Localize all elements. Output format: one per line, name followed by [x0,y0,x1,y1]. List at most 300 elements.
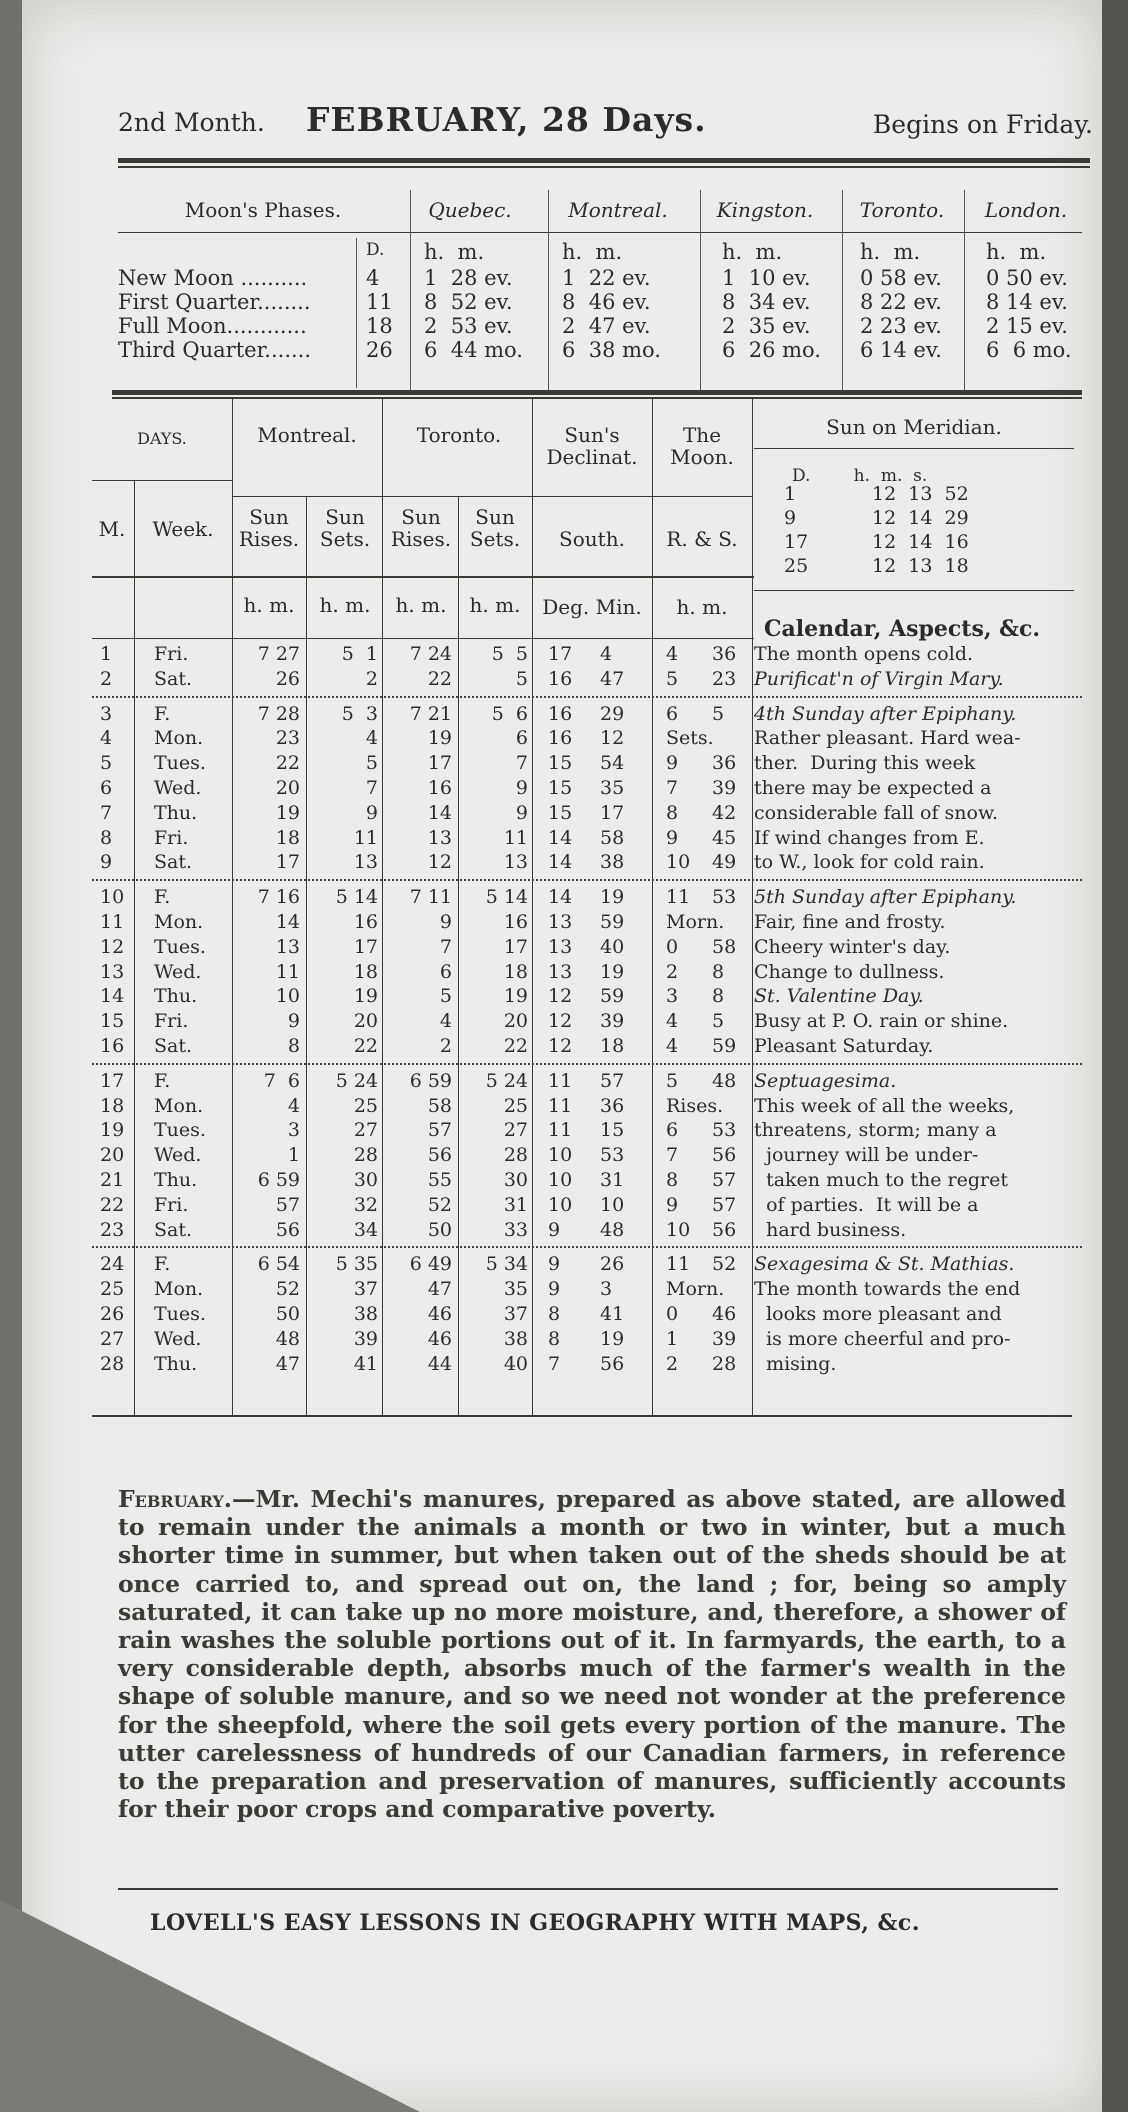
moon-hour: Sets. [666,727,714,750]
moon-hour: 8 [666,1169,679,1191]
day-row [92,1069,1082,1093]
moon-hour: 3 [666,985,679,1008]
mtl-sunset: 20 [353,1010,378,1033]
calendar-note: hard business. [754,1218,907,1241]
moon-min: 57 [712,1169,737,1191]
day-of-week: Thu. [154,801,198,824]
mtl-sunrise: 47 [275,1352,300,1375]
mtl-sunrise: 10 [275,985,300,1008]
hm-unit: h. m. [986,240,1047,264]
moon-col-header: The Moon. [670,423,734,469]
moon-hour: Morn. [666,1278,725,1301]
calendar-note: there may be expected a [754,777,992,799]
tor-sunrise: 58 [427,1094,452,1117]
calendar-note: Cheery winter's day. [754,935,951,958]
mtl-sunrise: 13 [275,935,300,958]
tor-sunset: 5 24 [485,1069,528,1092]
hm-unit: h. m. [562,240,623,264]
decl-min: 12 [600,727,625,750]
day-of-month: 28 [100,1352,125,1375]
london-time: 6 6 mo. [986,338,1072,362]
moon-hour: 2 [666,1352,679,1375]
moon-hour: 11 [666,1253,691,1276]
south-header: South. [559,527,625,551]
decl-deg: 13 [548,935,573,958]
calendar-note: looks more pleasant and [754,1303,1002,1325]
degmin-sub: Deg. Min. [542,595,642,619]
day-of-week: Fri. [154,643,189,665]
calendar-note: If wind changes from E. [754,826,985,849]
footer-rule [118,1888,1058,1890]
day-of-month: 9 [100,851,113,874]
mtl-sunrise: 50 [275,1303,300,1325]
day-row [92,1277,1082,1301]
calendar-note: Fair, fine and frosty. [754,911,946,933]
moon-hour: 4 [666,1010,679,1033]
mtl-sunrise: 22 [275,752,300,775]
decl-min: 39 [600,1010,625,1033]
moon-hour: 0 [666,935,679,958]
day-row [92,960,1082,984]
day-of-week: Thu. [154,985,198,1008]
quebec-header: Quebec. [428,198,512,222]
day-row [92,776,1082,800]
moon-phases-header: Moon's Phases. [184,198,342,222]
day-row [92,801,1082,825]
mtl-sunrise: 6 59 [257,1169,300,1191]
toronto-header: Toronto. [859,198,945,222]
day-row [92,1168,1082,1192]
day-row [92,1009,1082,1033]
mtl-sunset: 34 [353,1218,378,1241]
decl-deg: 14 [548,886,573,909]
meridian-day: 1 [784,483,797,505]
tor-sunrise: 7 [439,935,452,958]
montreal-header: Montreal. [568,198,668,222]
day-of-month: 17 [100,1069,125,1092]
moon-phases-table [118,190,1082,390]
decl-min: 18 [600,1035,625,1057]
phase-name: First Quarter........ [118,290,311,314]
day-of-month: 21 [100,1169,125,1191]
decl-min: 29 [600,702,625,725]
mtl-sunrise: 4 [287,1094,300,1117]
tor-sunrise: 17 [427,752,452,775]
day-of-week: Thu. [154,1352,198,1375]
decl-min: 48 [600,1218,625,1241]
mtl-sunrise: 52 [275,1278,300,1301]
day-of-week: Mon. [154,911,204,933]
table-bottom-rule [92,1415,1072,1417]
meridian-title: Sun on Meridian. [826,415,1002,439]
day-of-month: 24 [100,1253,125,1276]
moon-phase-row [118,290,1082,314]
mtl-sunrise: 14 [275,911,300,933]
moon-min: 23 [712,667,737,690]
london-time: 2 15 ev. [986,314,1068,338]
tor-sunset: 16 [503,911,528,933]
decl-min: 15 [600,1119,625,1142]
d-unit: D. [366,240,385,260]
begins-day: Begins on Friday. [872,110,1093,139]
moon-phase-row [118,266,1082,290]
month-number: 2nd Month. [118,108,265,137]
calendar-note: St. Valentine Day. [754,985,924,1008]
london-header: London. [984,198,1068,222]
mtl-sunset: 7 [365,777,378,799]
day-row [92,1218,1082,1242]
kingston-time: 6 26 mo. [722,338,821,362]
tor-sunset: 17 [503,935,528,958]
phase-name: Full Moon............ [118,314,307,338]
decl-min: 4 [600,643,613,665]
moon-min: 28 [712,1352,737,1375]
tor-sunrise: 6 59 [409,1069,452,1092]
day-of-week: Sat. [154,1218,193,1241]
decl-min: 58 [600,826,625,849]
moon-min: 8 [712,985,725,1008]
day-row [92,1302,1082,1326]
decl-min: 19 [600,886,625,909]
mtl-sunset: 5 24 [335,1069,378,1092]
phase-name: Third Quarter....... [118,338,312,362]
tor-sunrise: 57 [427,1119,452,1142]
calendar-note: to W., look for cold rain. [754,851,985,874]
day-row [92,935,1082,959]
toronto-col-header: Toronto. [416,423,502,447]
mtl-sunrise: 1 [287,1144,300,1167]
day-of-month: 10 [100,886,125,909]
tor-sunrise: 7 11 [409,886,452,909]
day-of-week: Wed. [154,1327,202,1350]
decl-deg: 16 [548,702,573,725]
mtl-sunset: 27 [353,1119,378,1142]
moon-min: 39 [712,1327,737,1350]
mtl-sunrise: 6 54 [257,1253,300,1276]
hm-unit: h. m. [860,240,921,264]
day-row [92,1143,1082,1167]
tor-sunset: 27 [503,1119,528,1142]
day-of-week: Fri. [154,1010,189,1033]
day-of-week: Sat. [154,851,193,874]
decl-min: 57 [600,1069,625,1092]
mtl-sunrise: 3 [287,1119,300,1142]
decl-min: 3 [600,1278,613,1301]
mtl-sunset: 19 [353,985,378,1008]
day-of-month: 14 [100,985,125,1008]
day-of-week: Thu. [154,1169,198,1191]
phase-day: 4 [366,266,380,290]
decl-min: 47 [600,667,625,690]
mtl-sunset: 25 [353,1094,378,1117]
decl-min: 35 [600,777,625,799]
grid-line [92,480,232,481]
day-row [92,1327,1082,1351]
decl-deg: 12 [548,1035,573,1057]
decl-deg: 10 [548,1169,573,1191]
tor-sunrise: 7 21 [409,702,452,725]
mid-rule [112,390,1082,395]
calendar-note: threatens, storm; many a [754,1119,997,1142]
tor-rises-header: Sun Rises. [390,505,452,551]
decl-deg: 11 [548,1094,573,1117]
grid-line [232,496,752,497]
tor-sunset: 9 [515,801,528,824]
day-of-week: Wed. [154,960,202,983]
moon-hour: Rises. [666,1094,724,1117]
hm-unit: h. m. [722,240,783,264]
rs-header: R. & S. [666,527,738,551]
decl-deg: 9 [548,1253,561,1276]
decl-deg: 15 [548,801,573,824]
meridian-time: 12 14 16 [872,531,969,553]
decl-deg: 10 [548,1193,573,1216]
calendar-note: Sexagesima & St. Mathias. [754,1253,1015,1276]
moon-hour: 5 [666,1069,679,1092]
february-prose [118,1485,1066,1823]
tor-sunrise: 46 [427,1327,452,1350]
phase-day: 11 [366,290,393,314]
mtl-sunrise: 17 [275,851,300,874]
tor-sunset: 40 [503,1352,528,1375]
tor-sunrise: 5 [439,985,452,1008]
day-row [92,850,1082,874]
tor-sunrise: 46 [427,1303,452,1325]
calendar-note: The month towards the end [754,1278,1021,1301]
tor-sunset: 28 [503,1144,528,1167]
moon-hour: 9 [666,1193,679,1216]
tor-sunrise: 7 24 [409,643,452,665]
decl-deg: 14 [548,826,573,849]
day-of-week: F. [154,1069,171,1092]
day-of-month: 7 [100,801,113,824]
tor-sunrise: 6 49 [409,1253,452,1276]
day-row [92,885,1082,909]
kingston-time: 2 35 ev. [722,314,811,338]
mtl-sunset: 11 [353,826,378,849]
decl-deg: 13 [548,911,573,933]
mtl-sunset: 5 3 [341,702,378,725]
tor-sunset: 25 [503,1094,528,1117]
calendar-note: Rather pleasant. Hard wea- [754,727,1021,750]
mtl-sunset: 5 14 [335,886,378,909]
meridian-day: 17 [784,531,809,553]
moon-min: 5 [712,702,725,725]
calendar-note: Change to dullness. [754,960,945,983]
moon-hour: Morn. [666,911,725,933]
decl-min: 19 [600,1327,625,1350]
calendar-note: of parties. It will be a [754,1193,979,1216]
mtl-sunrise: 7 27 [257,643,300,665]
tor-sunset: 30 [503,1169,528,1191]
decl-deg: 13 [548,960,573,983]
grid-line [92,576,754,578]
montreal-time: 8 46 ev. [562,290,651,314]
decl-deg: 9 [548,1218,561,1241]
mtl-sunset: 13 [353,851,378,874]
moon-min: 36 [712,752,737,775]
calendar-note: is more cheerful and pro- [754,1327,1011,1350]
decl-deg: 7 [548,1352,561,1375]
decl-deg: 16 [548,667,573,690]
moon-min: 36 [712,643,737,665]
meridian-row [754,482,1074,506]
meridian-day: 9 [784,507,797,529]
decl-deg: 15 [548,752,573,775]
decl-min: 56 [600,1352,625,1375]
decl-min: 36 [600,1094,625,1117]
day-of-month: 23 [100,1218,125,1241]
moon-hour: 9 [666,826,679,849]
mtl-sunrise: 19 [275,801,300,824]
hm-sub: h. m. [395,593,447,617]
moon-hour: 6 [666,702,679,725]
day-of-month: 1 [100,643,113,665]
days-header: DAYS. [137,429,187,448]
calendar-note: 5th Sunday after Epiphany. [754,886,1017,909]
mtl-sunrise: 20 [275,777,300,799]
day-row [92,1352,1082,1376]
day-of-month: 3 [100,702,113,725]
tor-sunrise: 9 [439,911,452,933]
mtl-sunrise: 8 [287,1035,300,1057]
mtl-sunset: 16 [353,911,378,933]
mtl-sunset: 4 [365,727,378,750]
tor-sunrise: 4 [439,1010,452,1033]
decl-min: 10 [600,1193,625,1216]
decl-deg: 12 [548,985,573,1008]
day-row [92,1118,1082,1142]
moon-hour: 6 [666,1119,679,1142]
day-of-week: Tues. [154,1119,206,1142]
moon-hour: 8 [666,801,679,824]
mtl-sunrise: 48 [275,1327,300,1350]
day-row [92,702,1082,726]
tor-sets-header: Sun Sets. [469,505,521,551]
tor-sunset: 37 [503,1303,528,1325]
tor-sunrise: 12 [427,851,452,874]
meridian-bottom-rule [754,590,1074,591]
decl-min: 59 [600,985,625,1008]
day-row [92,1193,1082,1217]
m-header: M. [98,517,126,541]
moon-min: 39 [712,777,737,799]
decl-deg: 9 [548,1278,561,1301]
mtl-rises-header: Sun Rises. [238,505,300,551]
meridian-row [754,530,1074,554]
prose-text: —Mr. Mechi's manures, prepared as above stated, are allowed to remain under the animals a month or two in winter, but a much shorter time in summer, but when taken out of the sheds should be at once carried to, and spread out on, the land ; for, being so amply saturated, it can take up no more moisture, and, therefore, a shower of rain washes the soluble portions out of it. In farmyards, the earth, to a very considerable depth, absorbs much of the farmer's wealth in the shape of soluble manure, and so we need not wonder at the preference for the sheepfold, where the soil gets every portion of the manure. The utter carelessness of hundreds of our Canadian farmers, in reference to the preparation and preservation of manures, sufficiently accounts for their poor crops and comparative poverty. [118,1485,1066,1824]
moon-hour: 9 [666,752,679,775]
mtl-sunset: 22 [353,1035,378,1057]
day-of-month: 6 [100,777,113,799]
day-of-month: 26 [100,1303,125,1325]
moon-hour: 0 [666,1303,679,1325]
day-of-week: F. [154,702,171,725]
meridian-rule [754,448,1074,449]
tor-sunrise: 52 [427,1193,452,1216]
day-of-month: 20 [100,1144,125,1167]
decl-deg: 15 [548,777,573,799]
day-of-month: 19 [100,1119,125,1142]
moon-min: 5 [712,1010,725,1033]
calendar-note: considerable fall of snow. [754,801,999,824]
moon-units-row [118,240,1082,264]
moon-min: 53 [712,1119,737,1142]
day-row [92,1094,1082,1118]
tor-sunrise: 16 [427,777,452,799]
moon-phase-row [118,314,1082,338]
tor-sunrise: 13 [427,826,452,849]
tor-sunset: 20 [503,1010,528,1033]
week-divider [92,1063,1082,1065]
quebec-time: 1 28 ev. [424,266,513,290]
day-of-month: 12 [100,935,125,958]
day-of-month: 15 [100,1010,125,1033]
calendar-note: This week of all the weeks, [754,1094,1015,1117]
day-of-month: 8 [100,826,113,849]
mtl-sunset: 38 [353,1303,378,1325]
day-of-week: Mon. [154,1094,204,1117]
tor-sunset: 35 [503,1278,528,1301]
meridian-time: 12 13 18 [872,555,969,577]
mtl-sunset: 37 [353,1278,378,1301]
moon-phase-row [118,338,1082,362]
decl-deg: 11 [548,1119,573,1142]
moon-hour: 2 [666,960,679,983]
tor-sunset: 9 [515,777,528,799]
day-of-month: 13 [100,960,125,983]
top-rule-thin [118,166,1090,168]
moon-hour: 7 [666,1144,679,1167]
calendar-note: taken much to the regret [754,1169,1008,1191]
calendar-note: The month opens cold. [754,643,974,665]
tor-sunset: 18 [503,960,528,983]
day-row [92,667,1082,691]
day-of-week: F. [154,886,171,909]
day-of-week: Fri. [154,826,189,849]
moon-min: 45 [712,826,737,849]
toronto-time: 6 14 ev. [860,338,942,362]
top-rule [118,158,1090,163]
decl-deg: 10 [548,1144,573,1167]
mtl-sunset: 5 35 [335,1253,378,1276]
mtl-sunset: 9 [365,801,378,824]
montreal-time: 2 47 ev. [562,314,651,338]
decl-deg: 8 [548,1327,561,1350]
tor-sunrise: 22 [427,667,452,690]
hm-unit: h. m. [424,240,485,264]
tor-sunrise: 19 [427,727,452,750]
tor-sunset: 7 [515,752,528,775]
day-row [92,1252,1082,1276]
moon-min: 58 [712,935,737,958]
phase-day: 18 [366,314,393,338]
tor-sunset: 5 34 [485,1253,528,1276]
moon-min: 8 [712,960,725,983]
decl-deg: 17 [548,643,573,665]
calendar-note: Pleasant Saturday. [754,1035,934,1057]
tor-sunset: 19 [503,985,528,1008]
mtl-sunrise: 23 [275,727,300,750]
moon-hour: 4 [666,1035,679,1057]
toronto-time: 2 23 ev. [860,314,942,338]
moon-header-rule [118,232,1082,233]
mtl-sets-header: Sun Sets. [319,505,371,551]
mtl-sunrise: 7 16 [257,886,300,909]
calendar-note: Busy at P. O. rain or shine. [754,1010,1009,1033]
decl-min: 19 [600,960,625,983]
mtl-sunrise: 56 [275,1218,300,1241]
